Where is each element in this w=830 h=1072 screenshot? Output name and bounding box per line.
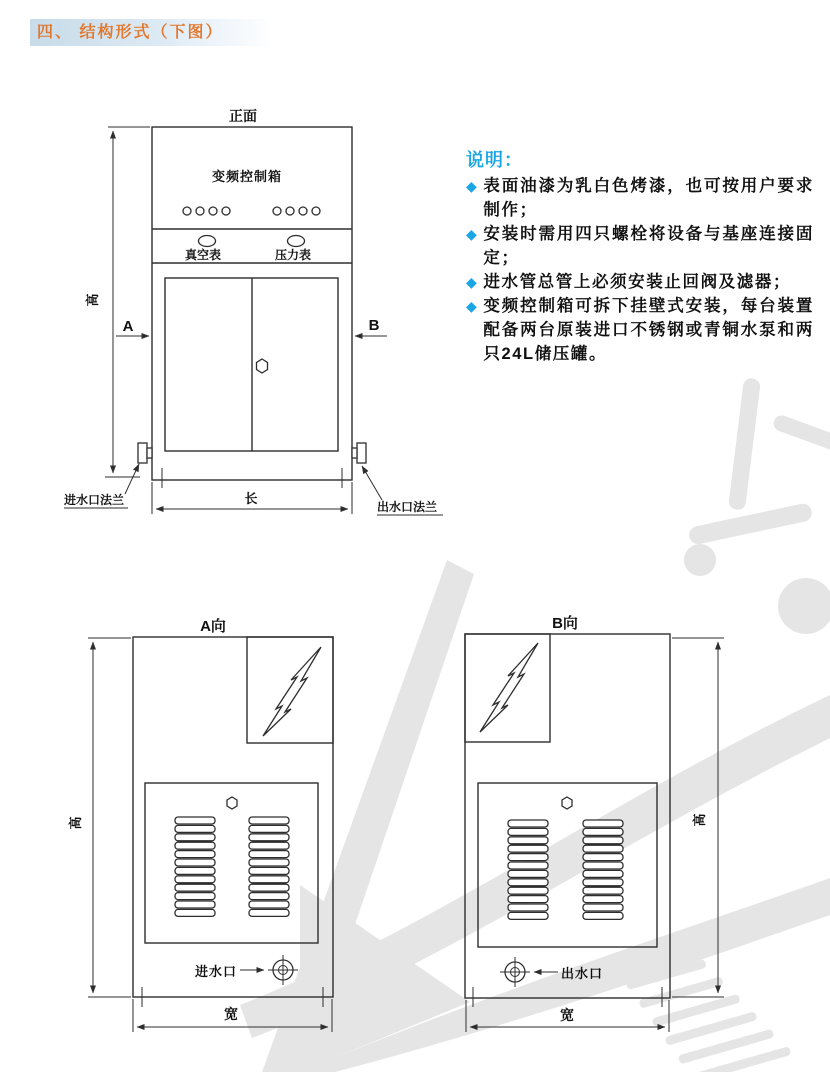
note-text: 变频控制箱可拆下挂壁式安装，每台装置配备两台原装进口不锈钢或青铜水泵和两只24L储压罐。: [483, 297, 814, 363]
note-text: 进水管总管上必须安装止回阀及滤器；: [483, 273, 792, 291]
vacuum-gauge-label: 真空表: [184, 248, 222, 262]
louver-vent: [175, 817, 215, 916]
front-height-label: 高: [85, 293, 100, 307]
front-length-label: 长: [244, 491, 258, 506]
inlet-flange: [138, 443, 152, 463]
note-text: 表面油漆为乳白色烤漆，也可按用户要求制作；: [483, 177, 814, 219]
louver-vent: [249, 817, 289, 916]
diamond-bullet-icon: ◆: [466, 298, 479, 314]
front-view: [63, 108, 443, 515]
section-marker-a: [116, 318, 149, 336]
lightning-icon: [263, 647, 321, 736]
note-item: [466, 174, 814, 222]
view-b-width-label: 宽: [560, 1007, 574, 1023]
notes-panel: [466, 146, 814, 366]
pressure-gauge: [288, 236, 305, 247]
vacuum-gauge: [199, 236, 216, 247]
notes-heading: 说明：: [466, 150, 523, 170]
control-box-label: 变频控制箱: [211, 169, 283, 184]
inlet-flange-label: 进水口法兰: [64, 493, 125, 507]
lightning-icon: [480, 643, 538, 732]
louver-vent: [583, 820, 623, 919]
view-a-inlet-label: 进水口: [195, 964, 238, 979]
door-handle: [257, 359, 268, 373]
view-a-height-label: 高: [68, 816, 83, 830]
front-view-title: 正面: [229, 108, 257, 124]
section-b-label: B: [368, 317, 380, 334]
view-a-height-dimension: [68, 638, 131, 997]
outlet-port-symbol: [500, 957, 530, 987]
note-item: [466, 270, 814, 294]
view-a: [68, 617, 333, 1032]
front-height-dimension: [85, 127, 150, 477]
diamond-bullet-icon: ◆: [466, 178, 479, 194]
outlet-flange-callout: [362, 466, 443, 515]
view-b-height-label: 高: [692, 813, 707, 827]
indicator-lights: [183, 207, 320, 215]
note-item: [466, 294, 814, 366]
view-b-outlet-label: 出水口: [561, 966, 604, 981]
front-length-dimension: [152, 468, 352, 514]
view-a-width-label: 宽: [224, 1006, 238, 1022]
outlet-flange: [352, 443, 366, 463]
inlet-flange-callout: [63, 464, 139, 508]
ship-watermark: [240, 378, 830, 1072]
pressure-gauge-label: 压力表: [274, 248, 312, 262]
view-a-inlet-callout: [195, 955, 298, 985]
view-a-title: A向: [200, 618, 226, 635]
section-header: [30, 19, 268, 46]
view-b-knob: [562, 797, 572, 809]
note-text: 安装时需用四只螺栓将设备与基座连接固定；: [483, 225, 814, 267]
diamond-bullet-icon: ◆: [466, 274, 479, 290]
inlet-port-symbol: [268, 955, 298, 985]
note-item: [466, 222, 814, 270]
section-title: 四、 结构形式（下图）: [37, 24, 224, 41]
section-marker-b: [355, 317, 387, 336]
outlet-flange-label: 出水口法兰: [377, 500, 438, 514]
view-b-title: B向: [552, 615, 578, 632]
diamond-bullet-icon: ◆: [466, 226, 479, 242]
section-a-label: A: [122, 318, 134, 335]
view-a-knob: [227, 797, 237, 809]
